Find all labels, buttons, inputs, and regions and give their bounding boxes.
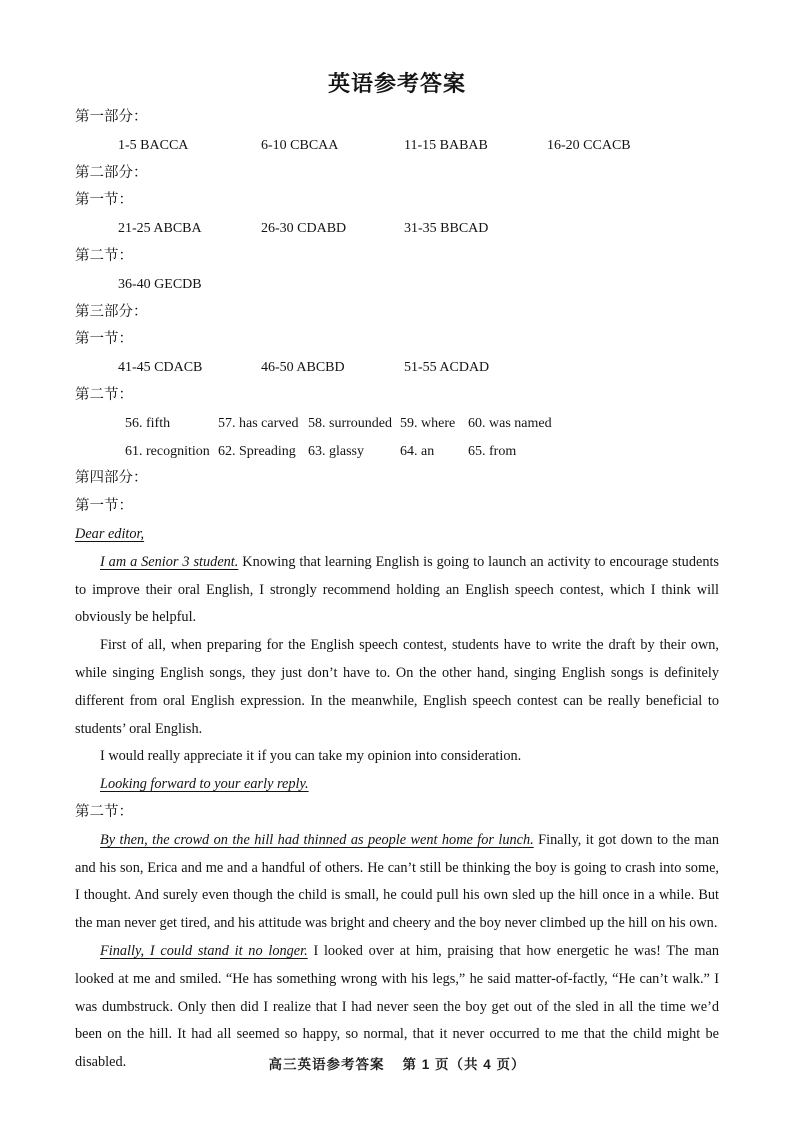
- answer-cell: 64. an: [400, 443, 435, 459]
- continuation-paragraph-1: [75, 827, 719, 938]
- part3-label: 第三部分：: [75, 303, 148, 320]
- answer-cell: 51-55 ACDAD: [404, 360, 490, 376]
- part2-label: 第二部分：: [75, 164, 148, 181]
- part4-section1-label: 第一节：: [75, 498, 133, 515]
- continuation-p1-rest: Finally, it got down to the man and his son, Erica and me and a handful of others. He can’t still be thinking the boy is going to crash into some, I thought. And surely even though the child is small, he could pull his own sled up the hill once in a while. But the man never get tired, and his attitude was bright and cheery and the boy never climbed up the hill on his own.: [75, 831, 719, 932]
- footer-page-info: 第 1 页（共 4 页）: [402, 1057, 526, 1072]
- answer-cell: 46-50 ABCBD: [261, 360, 345, 376]
- part3-section1-label: 第一节：: [75, 331, 133, 348]
- page-title: 英语参考答案: [327, 71, 466, 96]
- letter-paragraph-3: I would really appreciate it if you can take my opinion into consideration.: [100, 748, 522, 765]
- letter-p1-lead: I am a Senior 3 student.: [100, 553, 239, 570]
- answer-cell: 56. fifth: [125, 415, 171, 431]
- footer-doc-title: 高三英语参考答案: [268, 1057, 385, 1072]
- answer-cell: 60. was named: [468, 415, 552, 431]
- answer-cell: 59. where: [400, 415, 456, 431]
- part2-section2-label: 第二节：: [75, 247, 133, 264]
- answer-cell: 65. from: [468, 443, 517, 459]
- answer-cell: 57. has carved: [218, 415, 299, 431]
- part1-answers-row: [75, 132, 719, 160]
- continuation-p2-lead: Finally, I could stand it no longer.: [100, 942, 308, 959]
- grammar-answers-row-2: [75, 438, 719, 466]
- letter-paragraph-1: [75, 549, 719, 632]
- answer-cell: 16-20 CCACB: [547, 137, 631, 153]
- part4-section2-label: 第二节：: [75, 803, 133, 820]
- part1-label: 第一部分：: [75, 109, 148, 125]
- page-footer: [0, 1053, 794, 1073]
- part3-section1-answers-row: [75, 354, 719, 382]
- answer-cell: 6-10 CBCAA: [261, 137, 339, 153]
- letter-p1-rest: Knowing that learning English is going to launch an activity to encourage students to improve their oral English, I strongly recommend holding an English speech contest, which I think will obviously be helpful.: [75, 553, 720, 626]
- part2-section1-label: 第一节：: [75, 192, 133, 209]
- answer-cell: 62. Spreading: [218, 443, 296, 459]
- part4-label: 第四部分：: [75, 470, 148, 487]
- letter-paragraph-2: First of all, when preparing for the English speech contest, students have to write the draft by their own, while singing English songs, they just don’t have to. On the other hand, singing English songs is definitely different from oral English expression. In the meanwhile, English speech contest can be really beneficial to students’ oral English.: [75, 637, 719, 737]
- answer-cell: 61. recognition: [125, 443, 210, 459]
- grammar-answers-row-1: [75, 410, 719, 438]
- letter-salutation-text: Dear editor,: [75, 525, 145, 542]
- continuation-p1-lead: By then, the crowd on the hill had thinned as people went home for lunch.: [100, 831, 534, 848]
- answer-cell: 58. surrounded: [308, 415, 392, 431]
- answer-cell: 26-30 CDABD: [261, 221, 347, 237]
- answer-cell: 21-25 ABCBA: [118, 221, 202, 237]
- letter-closing-text: Looking forward to your early reply.: [100, 776, 309, 793]
- answer-cell: 31-35 BBCAD: [404, 221, 489, 237]
- part2-section1-answers-row: [75, 215, 719, 243]
- answer-cell: 41-45 CDACB: [118, 360, 203, 376]
- part3-section2-label: 第二节：: [75, 386, 133, 403]
- letter-closing: [75, 771, 719, 799]
- answer-cell: 1-5 BACCA: [118, 137, 189, 153]
- answer-cell: 36-40 GECDB: [118, 276, 202, 292]
- letter-salutation: [75, 521, 719, 549]
- part2-section2-answers-row: [75, 271, 719, 299]
- answer-cell: 63. glassy: [308, 443, 364, 459]
- continuation-p2-rest: I looked over at him, praising that how energetic he was! The man looked at me and smiled. “He has something wrong with his legs,” he said matter-of-factly, “He can’t walk.” I was dumbstruck. Only then did I realize that I had never seen the boy get out of the sled in all the time we’d been on the hill. It had all seemed so happy, so normal, that it never occurred to me that the child might be disabled.: [75, 942, 720, 1071]
- answer-cell: 11-15 BABAB: [404, 137, 488, 153]
